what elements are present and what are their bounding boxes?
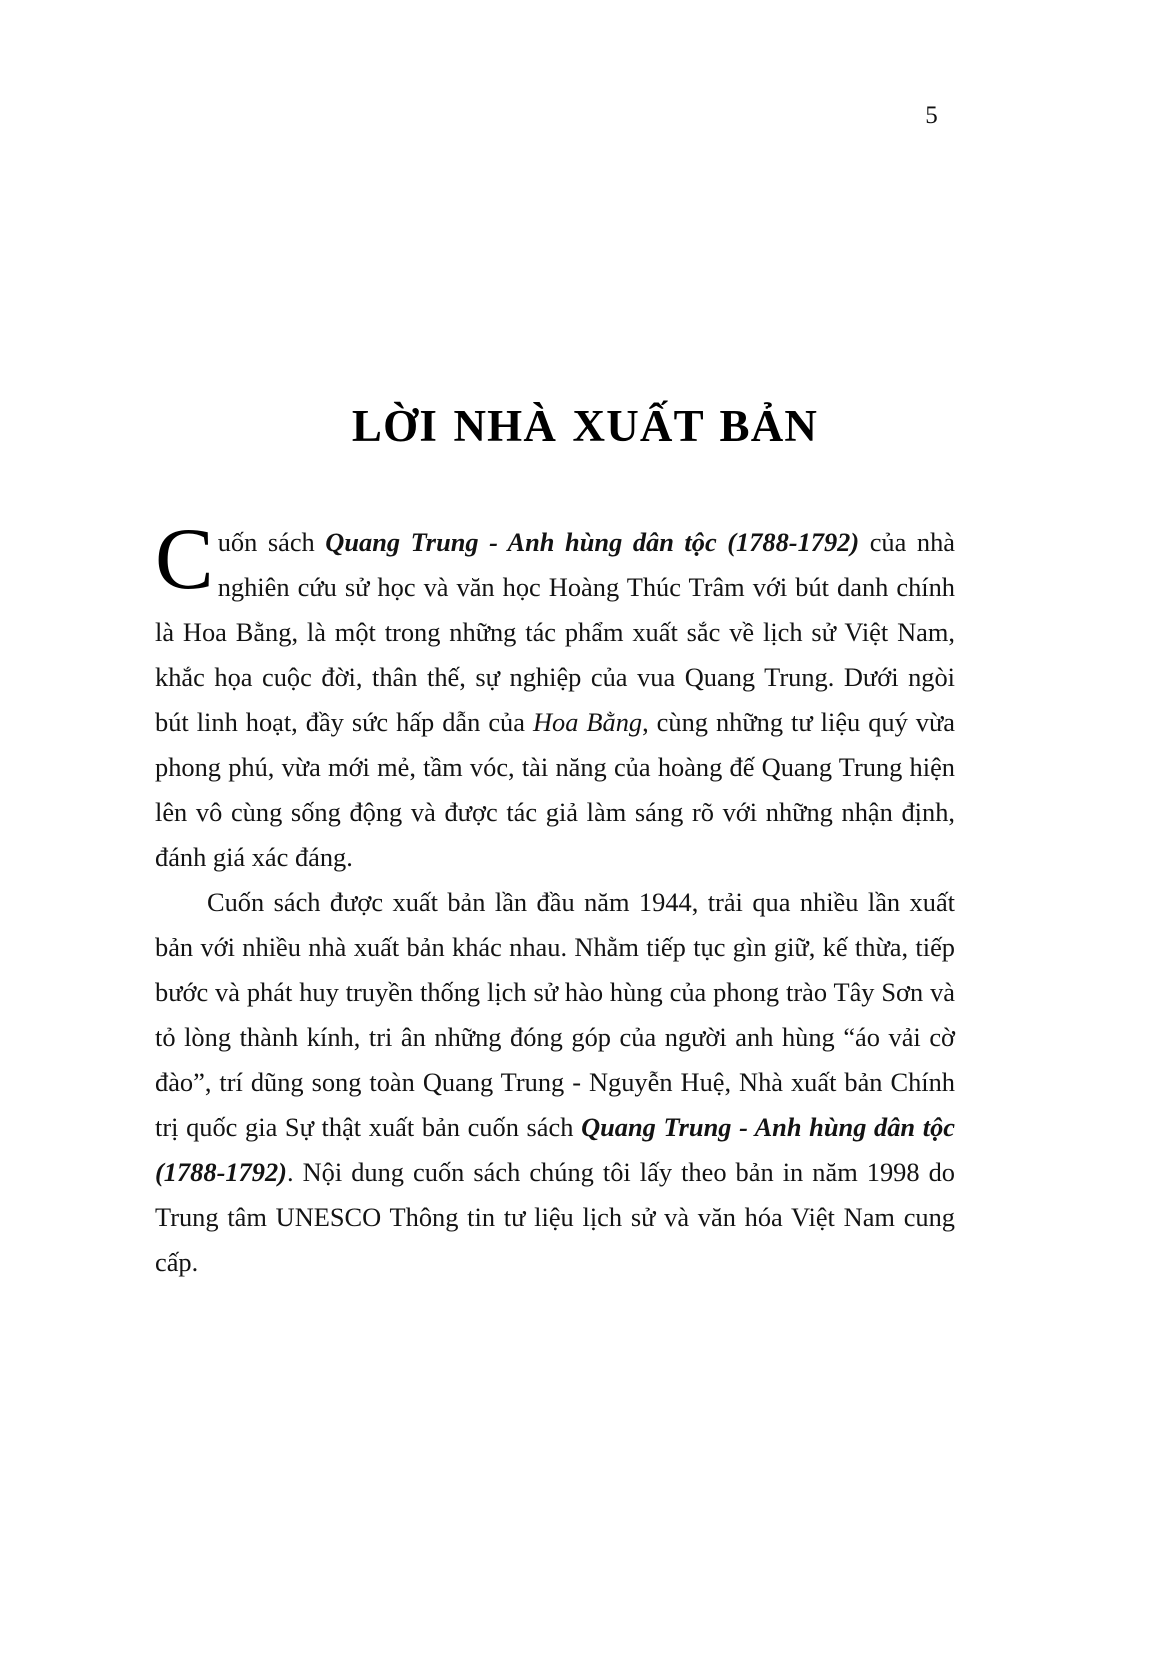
title-block (0, 372, 1170, 481)
drop-cap: C (155, 511, 214, 608)
paragraph-1-lead: uốn sách (217, 527, 326, 557)
paragraph-1-run-2: của nhà nghiên cứu sử học và văn học Hoàng Thúc Trâm với bút danh chính là Hoa Bằng, là một trong những tác phẩm xuất sắc về lịch sử Việt Nam, khắc họa cuộc đời, thân thế, sự nghiệp của vua Quang Trung. Dưới ngòi bút linh hoạt, đầy sức hấp dẫn của (155, 527, 955, 737)
body-text-column (155, 511, 955, 1285)
paragraph-1-run-3: , cùng những tư liệu quý vừa phong phú, vừa mới mẻ, tầm vóc, tài năng của hoàng đế Quang Trung hiện lên vô cùng sống động và được tác giả làm sáng rõ với những nhận định, đánh giá xác đáng. (155, 707, 955, 872)
book-title-emphasis-2: Quang Trung - Anh hùng dân tộc (1788-1792) (155, 1112, 955, 1187)
paragraph-2 (155, 880, 955, 1285)
paragraph-2-run-1: Cuốn sách được xuất bản lần đầu năm 1944, trải qua nhiều lần xuất bản với nhiều nhà xuất bản khác nhau. Nhằm tiếp tục gìn giữ, kế thừa, tiếp bước và phát huy truyền thống lịch sử hào hùng của phong trào Tây Sơn và tỏ lòng thành kính, tri ân những đóng góp của người anh hùng “áo vải cờ đào”, trí dũng song toàn Quang Trung - Nguyễn Huệ, Nhà xuất bản Chính trị quốc gia Sự thật xuất bản cuốn sách (155, 887, 955, 1142)
book-title-emphasis-1: Quang Trung - Anh hùng dân tộc (1788-1792) (325, 527, 860, 557)
paragraph-2-run-2: . Nội dung cuốn sách chúng tôi lấy theo bản in năm 1998 do Trung tâm UNESCO Thông tin tư liệu lịch sử và văn hóa Việt Nam cung cấp. (155, 1157, 955, 1277)
page-number: 5 (925, 102, 938, 129)
pen-name-emphasis: Hoa Bằng (532, 707, 643, 737)
paragraph-1 (155, 511, 955, 880)
page-title: LỜI NHÀ XUẤT BẢN (351, 401, 819, 452)
